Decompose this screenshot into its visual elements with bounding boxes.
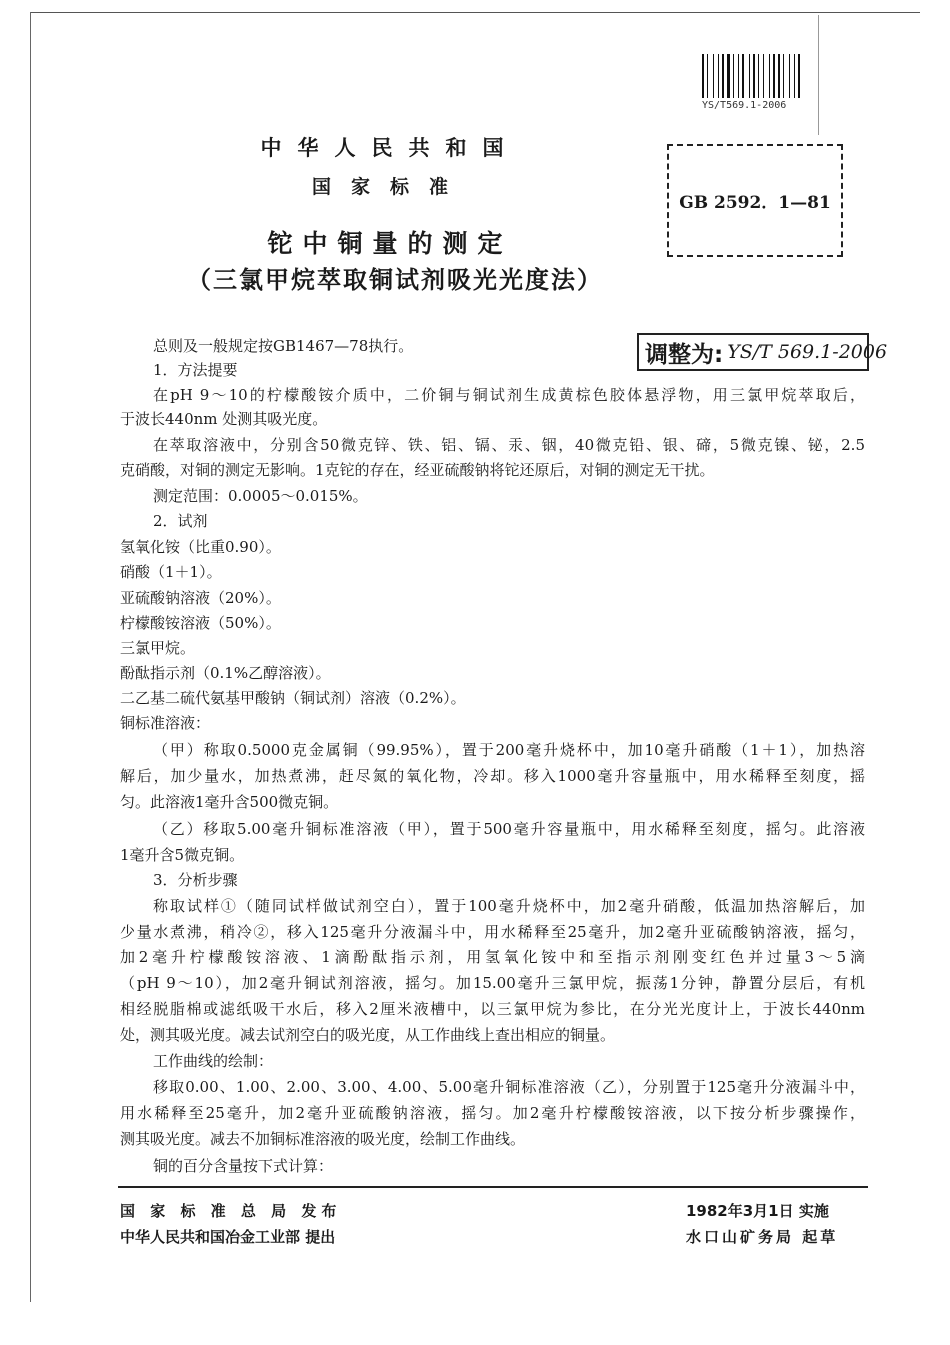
barcode-bar xyxy=(733,54,734,98)
barcode-bar xyxy=(745,54,748,98)
barcode-bar xyxy=(785,54,788,98)
reagent-line: 三氯甲烷。 xyxy=(120,639,196,657)
subsection-heading: 工作曲线的绘制： xyxy=(153,1052,274,1070)
body-line: 在萃取溶液中，分别含50微克锌、铁、铝、镉、汞、铟，40微克铅、银、碲，5微克镍、铋，2.5 xyxy=(153,436,865,454)
barcode-bar xyxy=(796,54,797,98)
page-edge-left xyxy=(30,12,31,1302)
barcode-code: YS/T569.1-2006 xyxy=(702,100,787,111)
footer-proposer: 中华人民共和国冶金工业部 提出 xyxy=(120,1228,336,1246)
barcode-bar xyxy=(715,54,717,98)
stamp-label: 调整为: xyxy=(645,341,724,368)
body-line: 1毫升含5微克铜。 xyxy=(120,846,245,864)
barcode-bar xyxy=(756,54,757,98)
footer-rule xyxy=(118,1186,868,1188)
body-line: 加2毫升柠檬酸铵溶液、1滴酚酞指示剂，用氢氧化铵中和至指示剂刚变红色并过量3～5滴 xyxy=(120,948,865,966)
barcode-bar xyxy=(720,54,721,98)
body-line: 匀。此溶液1毫升含500微克铜。 xyxy=(120,793,339,811)
barcode-bar xyxy=(742,54,744,98)
barcode-bar xyxy=(740,54,741,98)
body-line: 处，测其吸光度。减去试剂空白的吸光度，从工作曲线上查出相应的铜量。 xyxy=(120,1026,616,1044)
body-line: 少量水煮沸，稍冷②，移入125毫升分液漏斗中，用水稀释至25毫升，加2毫升亚硫酸钠溶液，摇匀， xyxy=(120,923,865,941)
barcode-bar xyxy=(749,54,750,98)
gb-code: GB 2592．1—81 xyxy=(679,193,831,213)
body-line: （甲）称取0.5000克金属铜（99.95%），置于200毫升烧杯中，加10毫升硝酸（1＋1），加热溶 xyxy=(153,741,865,759)
section-heading: 3．分析步骤 xyxy=(153,871,238,889)
body-line: 总则及一般规定按GB1467—78执行。 xyxy=(153,337,414,355)
barcode-bar xyxy=(718,54,719,98)
footer-date: 1982年3月1日 实施 xyxy=(686,1202,829,1220)
section-heading: 1．方法提要 xyxy=(153,361,238,379)
barcode-bar xyxy=(783,54,784,98)
reagent-line: 铜标准溶液： xyxy=(120,714,211,732)
body-line: 相经脱脂棉或滤纸吸干水后，移入2厘米液槽中，以三氯甲烷为参比，在分光光度计上，于波长440nm xyxy=(120,1000,865,1018)
stamp-handwritten-code: YS/T 569.1-2006 xyxy=(727,341,888,363)
body-line: 称取试样①（随同试样做试剂空白），置于100毫升烧杯中，加2毫升硝酸，低温加热溶解后，加 xyxy=(153,897,865,915)
reagent-line: 柠檬酸铵溶液（50%）。 xyxy=(120,614,281,632)
barcode-bar xyxy=(702,54,704,98)
body-line: 在pH 9～10的柠檬酸铵介质中，二价铜与铜试剂生成黄棕色胶体悬浮物，用三氯甲烷萃取后， xyxy=(153,386,865,404)
body-line: 移取0.00、1.00、2.00、3.00、4.00、5.00毫升铜标准溶液（乙），分别置于125毫升分液漏斗中， xyxy=(153,1078,865,1096)
barcode-bar xyxy=(727,54,730,98)
body-line: （乙）移取5.00毫升铜标准溶液（甲），置于500毫升容量瓶中，用水稀释至刻度，摇匀。此溶液 xyxy=(153,820,865,838)
barcode-bar xyxy=(801,54,802,98)
barcode-bar xyxy=(773,54,775,98)
section-heading: 2．试剂 xyxy=(153,512,208,530)
barcode-bar xyxy=(738,54,739,98)
barcode-bar xyxy=(791,54,793,98)
barcode-bar xyxy=(763,54,764,98)
barcode-bar xyxy=(758,54,759,98)
header-standard-type: 国家标准 xyxy=(311,176,468,198)
barcode-bar xyxy=(776,54,777,98)
body-line: 测定范围：0.0005～0.015%。 xyxy=(153,487,368,505)
body-line: 测其吸光度。减去不加铜标准溶液的吸光度，绘制工作曲线。 xyxy=(120,1130,526,1148)
reagent-line: 亚硫酸钠溶液（20%）。 xyxy=(120,589,281,607)
header-country: 中华人民共和国 xyxy=(260,136,520,160)
barcode-bar xyxy=(771,54,772,98)
barcode-bar xyxy=(798,54,800,98)
body-line: （pH 9～10），加2毫升铜试剂溶液，摇匀。加15.00毫升三氯甲烷，振荡1分钟，静置分层后，有机 xyxy=(120,974,865,992)
barcode-bar xyxy=(794,54,795,98)
barcode-bar xyxy=(760,54,762,98)
gb-code-box xyxy=(667,144,843,257)
barcode-bar xyxy=(722,54,724,98)
footer-issuer: 国 家 标 准 总 局 发布 xyxy=(120,1202,342,1220)
document-title: 铊中铜量的测定 xyxy=(267,229,513,258)
barcode-bar xyxy=(769,54,770,98)
page-edge-right xyxy=(818,15,819,135)
body-line: 于波长440nm 处测其吸光度。 xyxy=(120,410,328,428)
body-line: 克硝酸，对铜的测定无影响。1克铊的存在，经亚硫酸钠将铊还原后，对铜的测定无干扰。 xyxy=(120,461,715,479)
barcode-bar xyxy=(709,54,712,98)
body-line: 用水稀释至25毫升，加2毫升亚硫酸钠溶液，摇匀。加2毫升柠檬酸铵溶液，以下按分析步骤操作， xyxy=(120,1104,865,1122)
barcode-bar xyxy=(789,54,790,98)
barcode-bar xyxy=(735,54,737,98)
barcode-bar xyxy=(765,54,768,98)
document-subtitle: （三氯甲烷萃取铜试剂吸光光度法） xyxy=(187,266,603,294)
barcode-bar xyxy=(705,54,706,98)
reagent-line: 酚酞指示剂（0.1%乙醇溶液）。 xyxy=(120,664,331,682)
footer-drafter: 水口山矿务局 起草 xyxy=(686,1228,839,1246)
barcode-bar xyxy=(781,54,782,98)
barcode-bar xyxy=(707,54,708,98)
body-line: 铜的百分含量按下式计算： xyxy=(153,1157,334,1175)
page-edge-top xyxy=(30,12,920,13)
body-line: 解后，加少量水，加热煮沸，赶尽氮的氧化物，冷却。移入1000毫升容量瓶中，用水稀释至刻度，摇 xyxy=(120,767,865,785)
reagent-line: 氢氧化铵（比重0.90）。 xyxy=(120,538,281,556)
barcode-bar xyxy=(753,54,755,98)
barcode-bar xyxy=(731,54,732,98)
barcode xyxy=(702,54,806,98)
reagent-line: 二乙基二硫代氨基甲酸钠（铜试剂）溶液（0.2%）。 xyxy=(120,689,466,707)
barcode-bar xyxy=(725,54,726,98)
reagent-line: 硝酸（1＋1）。 xyxy=(120,563,222,581)
barcode-bar xyxy=(713,54,714,98)
barcode-bar xyxy=(778,54,780,98)
barcode-bar xyxy=(751,54,752,98)
